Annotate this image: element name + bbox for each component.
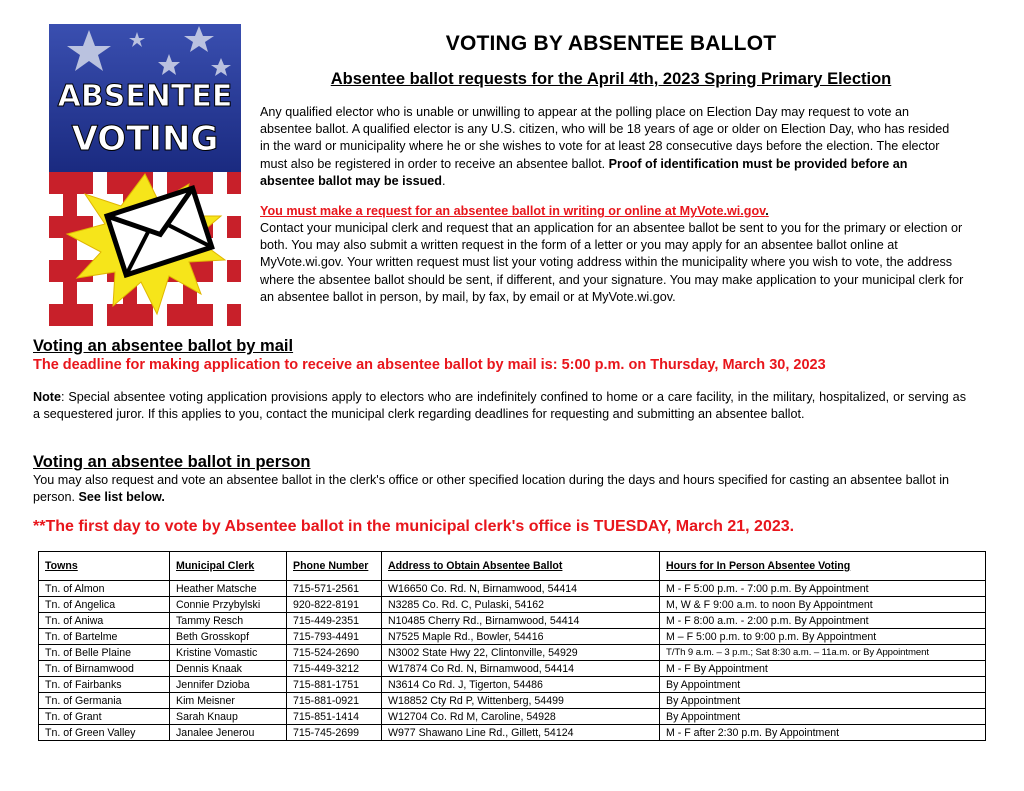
table-row	[39, 709, 986, 725]
town-cell: Tn. of Angelica	[39, 597, 170, 613]
clerk-cell: Beth Grosskopf	[170, 629, 287, 645]
hours-cell: By Appointment	[660, 677, 986, 693]
poster-graphic	[49, 24, 241, 326]
table-row	[39, 677, 986, 693]
clerk-cell: Kristine Vomastic	[170, 645, 287, 661]
table-row	[39, 597, 986, 613]
address-cell: N10485 Cherry Rd., Birnamwood, 54414	[382, 613, 660, 629]
request-heading-text: You must make a request for an absentee ballot in writing or online at MyVote.wi.gov	[260, 204, 766, 218]
request-paragraph: Contact your municipal clerk and request that an application for an absentee ballot be sent to you for the primary or election or both. You may also submit a written request in the form of a letter or you may apply for an absentee ballot online at MyVote.wi.gov. Your written request must list your voting address within the municipality where you wish to vote, the address where the absentee ballot should be sent, if different, and your signature. You may make application to your municipal clerk for an absentee ballot in person, by mail, by fax, by email or at MyVote.wi.gov.	[260, 221, 964, 304]
hours-cell: M - F after 2:30 p.m. By Appointment	[660, 725, 986, 741]
town-cell: Tn. of Belle Plaine	[39, 645, 170, 661]
address-cell: W16650 Co. Rd. N, Birnamwood, 54414	[382, 581, 660, 597]
table-row	[39, 661, 986, 677]
address-cell: N3002 State Hwy 22, Clintonville, 54929	[382, 645, 660, 661]
towns-table	[38, 551, 986, 741]
phone-cell: 715-449-2351	[287, 613, 382, 629]
clerk-cell: Tammy Resch	[170, 613, 287, 629]
phone-cell: 715-793-4491	[287, 629, 382, 645]
page-subtitle: Absentee ballot requests for the April 4th, 2023 Spring Primary Election	[330, 70, 892, 88]
hours-cell: M - F By Appointment	[660, 661, 986, 677]
poster-line-2: VOTING	[71, 119, 219, 159]
table-row	[39, 645, 986, 661]
town-cell: Tn. of Birnamwood	[39, 661, 170, 677]
note-text: : Special absentee voting application provisions apply to electors who are indefinitely confined to home or a care facility, in the military, hospitalized, or serving as a sequestered juror. If this applies to you, contact the municipal clerk regarding deadlines for requesting and submitting an absentee ballot.	[33, 390, 966, 421]
address-cell: W17874 Co Rd. N, Birnamwood, 54414	[382, 661, 660, 677]
hours-cell: T/Th 9 a.m. – 3 p.m.; Sat 8:30 a.m. – 11a.m. or By Appointment	[660, 645, 986, 661]
phone-cell: 715-851-1414	[287, 709, 382, 725]
poster-line-1: ABSENTEE	[57, 79, 233, 114]
phone-cell: 920-822-8191	[287, 597, 382, 613]
request-heading	[260, 204, 960, 218]
phone-cell: 715-881-0921	[287, 693, 382, 709]
town-cell: Tn. of Fairbanks	[39, 677, 170, 693]
hours-cell: By Appointment	[660, 709, 986, 725]
in-person-section-heading: Voting an absentee ballot in person	[33, 453, 311, 471]
hours-cell: M, W & F 9:00 a.m. to noon By Appointment	[660, 597, 986, 613]
town-cell: Tn. of Aniwa	[39, 613, 170, 629]
table-row	[39, 613, 986, 629]
table-row	[39, 581, 986, 597]
town-cell: Tn. of Grant	[39, 709, 170, 725]
in-person-paragraph	[33, 472, 966, 506]
phone-cell: 715-524-2690	[287, 645, 382, 661]
town-cell: Tn. of Bartelme	[39, 629, 170, 645]
clerk-cell: Dennis Knaak	[170, 661, 287, 677]
mail-section-heading: Voting an absentee ballot by mail	[33, 337, 294, 355]
absentee-voting-poster	[49, 24, 241, 326]
clerk-cell: Kim Meisner	[170, 693, 287, 709]
hours-cell: By Appointment	[660, 693, 986, 709]
intro-tail: .	[441, 173, 446, 188]
town-cell: Tn. of Germania	[39, 693, 170, 709]
address-cell: W977 Shawano Line Rd., Gillett, 54124	[382, 725, 660, 741]
hours-cell: M - F 5:00 p.m. - 7:00 p.m. By Appointment	[660, 581, 986, 597]
address-cell: N3285 Co. Rd. C, Pulaski, 54162	[382, 597, 660, 613]
intro-text: Any qualified elector who is unable or unwilling to appear at the polling place on Election Day may request to vote an absentee ballot. A qualified elector is any U.S. citizen, who will be 18 years of age or older on Election Day, who has resided in the ward or municipality where he or she wishes to vote for at least 28 consecutive days before the election. The elector must also be registered in order to receive an absentee ballot.	[260, 105, 950, 171]
address-cell: W12704 Co. Rd M, Caroline, 54928	[382, 709, 660, 725]
column-header: Address to Obtain Absentee Ballot	[382, 552, 660, 581]
table-row	[39, 725, 986, 741]
phone-cell: 715-571-2561	[287, 581, 382, 597]
mail-deadline: The deadline for making application to receive an absentee ballot by mail is: 5:00 p.m. on Thursday, March 30, 2023	[33, 357, 826, 373]
address-cell: N7525 Maple Rd., Bowler, 54416	[382, 629, 660, 645]
address-cell: W18852 Cty Rd P, Wittenberg, 54499	[382, 693, 660, 709]
column-header: Hours for In Person Absentee Voting	[660, 552, 986, 581]
table-row	[39, 629, 986, 645]
address-cell: N3614 Co Rd. J, Tigerton, 54486	[382, 677, 660, 693]
town-cell: Tn. of Almon	[39, 581, 170, 597]
town-cell: Tn. of Green Valley	[39, 725, 170, 741]
column-header: Towns	[39, 552, 170, 581]
table-row	[39, 693, 986, 709]
intro-paragraph	[260, 104, 960, 190]
clerk-cell: Sarah Knaup	[170, 709, 287, 725]
clerk-cell: Connie Przybylski	[170, 597, 287, 613]
hours-cell: M - F 8:00 a.m. - 2:00 p.m. By Appointment	[660, 613, 986, 629]
phone-cell: 715-745-2699	[287, 725, 382, 741]
table-body	[39, 581, 986, 741]
in-person-text: You may also request and vote an absentee ballot in the clerk's office or other specified location during the days and hours specified for casting an absentee ballot in person.	[33, 473, 950, 504]
phone-cell: 715-881-1751	[287, 677, 382, 693]
column-header: Municipal Clerk	[170, 552, 287, 581]
note-label: Note	[33, 390, 61, 404]
request-heading-tail: .	[765, 204, 769, 218]
hours-cell: M – F 5:00 p.m. to 9:00 p.m. By Appointment	[660, 629, 986, 645]
in-person-bold: See list below.	[78, 490, 165, 504]
clerk-cell: Jennifer Dzioba	[170, 677, 287, 693]
page-title: VOTING BY ABSENTEE BALLOT	[445, 32, 777, 55]
note-paragraph	[33, 389, 966, 423]
clerk-cell: Heather Matsche	[170, 581, 287, 597]
clerk-cell: Janalee Jenerou	[170, 725, 287, 741]
phone-cell: 715-449-3212	[287, 661, 382, 677]
table-header-row	[39, 552, 986, 581]
column-header: Phone Number	[287, 552, 382, 581]
intro-bold: Proof of identification must be provided before an absentee ballot may be issued	[260, 156, 908, 188]
first-day-notice: **The first day to vote by Absentee ballot in the municipal clerk's office is TUESDAY, March 21, 2023.	[33, 518, 795, 535]
